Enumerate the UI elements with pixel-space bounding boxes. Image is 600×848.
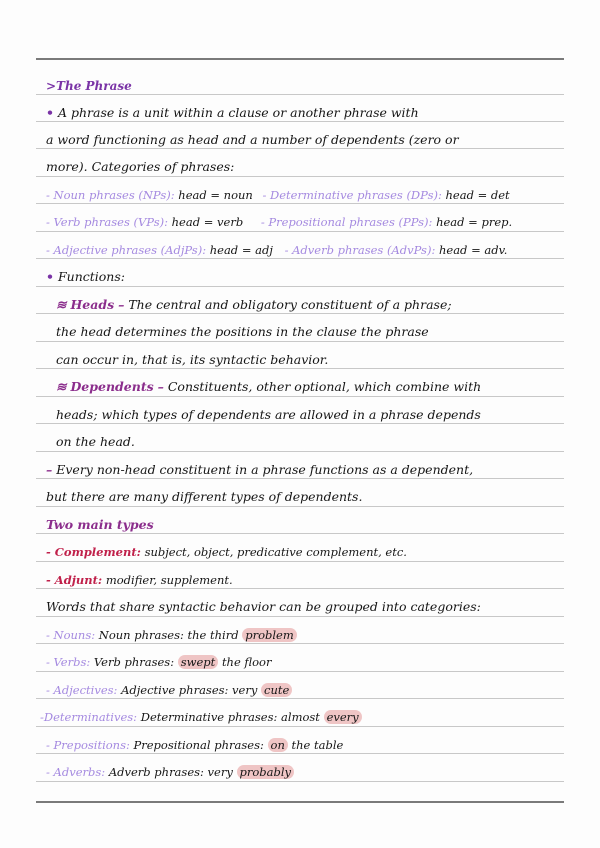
example-text: Noun phrases: the third [98, 628, 239, 642]
functions-heading-text: Functions: [57, 269, 125, 284]
intro-line-2: a word functioning as head and a number of dependents (zero or [46, 132, 459, 147]
example-text: Prepositional phrases: [133, 738, 264, 752]
note-line-1 [46, 462, 473, 478]
example-label: - Adverbs: [46, 765, 106, 779]
stripes-icon: ≋ [56, 297, 67, 312]
top-border-line [36, 58, 564, 60]
highlighted-word: swept [178, 655, 219, 669]
example-text: Determinative phrases: almost [140, 710, 320, 724]
ruled-line [36, 203, 564, 204]
complement-label: - Complement: [46, 545, 141, 559]
highlighted-word: every [324, 710, 362, 724]
heads-line-1 [56, 297, 452, 313]
ruled-line [36, 231, 564, 232]
highlighted-word: problem [242, 628, 297, 642]
category-desc: head = adj [209, 243, 273, 257]
example-label: - Nouns: [46, 628, 96, 642]
category-row-3 [46, 242, 507, 258]
adjunct-label: - Adjunt: [46, 573, 103, 587]
example-row [46, 764, 294, 780]
category-row-2 [46, 214, 512, 230]
types-heading: Two main types [46, 517, 154, 532]
category-desc: head = det [445, 188, 510, 202]
ruled-line [36, 753, 564, 754]
ruled-line [36, 588, 564, 589]
dependents-line-1 [56, 379, 481, 395]
highlighted-word: probably [237, 765, 295, 779]
ruled-line [36, 616, 564, 617]
ruled-line [36, 506, 564, 507]
highlighted-word: on [268, 738, 288, 752]
ruled-line [36, 561, 564, 562]
ruled-line [36, 313, 564, 314]
dash-icon: – [118, 297, 125, 312]
ruled-line [36, 368, 564, 369]
note-line-2: but there are many different types of dependents. [46, 489, 363, 504]
ruled-line [36, 258, 564, 259]
category-row-1 [46, 187, 510, 203]
functions-heading [46, 269, 125, 285]
ruled-line [36, 121, 564, 122]
ruled-line [36, 286, 564, 287]
heads-line-3: can occur in, that is, its syntactic behavior. [56, 352, 329, 367]
example-row [40, 709, 362, 725]
example-text: Adjective phrases: very [121, 683, 258, 697]
ruled-line [36, 94, 564, 95]
example-after: the table [291, 738, 344, 752]
complement-desc: subject, object, predicative complement, etc. [144, 545, 407, 559]
adjunct-desc: modifier, supplement. [105, 573, 233, 587]
complement-row [46, 544, 407, 560]
category-label: - Verb phrases (VPs): [46, 215, 168, 229]
ruled-line [36, 643, 564, 644]
ruled-line [36, 423, 564, 424]
highlighted-word: cute [261, 683, 292, 697]
dash-icon: – [157, 379, 164, 394]
ruled-line [36, 341, 564, 342]
category-desc: head = verb [171, 215, 244, 229]
category-desc: head = noun [178, 188, 253, 202]
ruled-line [36, 451, 564, 452]
category-label: - Noun phrases (NPs): [46, 188, 175, 202]
example-row [46, 654, 271, 670]
example-label: - Prepositions: [46, 738, 130, 752]
example-after: the floor [221, 655, 272, 669]
dependents-text-1: Constituents, other optional, which combine with [167, 379, 482, 394]
example-text: Verb phrases: [93, 655, 175, 669]
category-label: - Determinative phrases (DPs): [262, 188, 442, 202]
example-row [46, 737, 343, 753]
example-label: -Determinatives: [40, 710, 138, 724]
bullet-dot-icon: • [46, 269, 54, 284]
ruled-line [36, 726, 564, 727]
dependents-line-2: heads; which types of dependents are allowed in a phrase depends [56, 407, 481, 422]
ruled-line [36, 698, 564, 699]
ruled-line [36, 478, 564, 479]
dependents-label: Dependents [70, 379, 154, 394]
stripes-icon: ≋ [56, 379, 67, 394]
summary-line: Words that share syntactic behavior can be grouped into categories: [46, 599, 481, 614]
dash-icon: – [46, 462, 53, 477]
ruled-line [36, 781, 564, 782]
heads-line-2: the head determines the positions in the clause the phrase [56, 324, 429, 339]
intro-text-1: A phrase is a unit within a clause or another phrase with [57, 105, 419, 120]
category-label: - Adverb phrases (AdvPs): [284, 243, 436, 257]
category-label: - Prepositional phrases (PPs): [260, 215, 433, 229]
example-row [46, 627, 297, 643]
example-label: - Verbs: [46, 655, 91, 669]
note-text-1: Every non-head constituent in a phrase functions as a dependent, [56, 462, 474, 477]
ruled-line [36, 176, 564, 177]
dependents-line-3: on the head. [56, 434, 135, 449]
example-label: - Adjectives: [46, 683, 118, 697]
category-label: - Adjective phrases (AdjPs): [46, 243, 207, 257]
example-text: Adverb phrases: very [108, 765, 233, 779]
ruled-line [36, 148, 564, 149]
intro-line-1 [46, 105, 419, 121]
bottom-border-line [36, 801, 564, 803]
intro-line-3: more). Categories of phrases: [46, 159, 235, 174]
category-desc: head = adv. [438, 243, 508, 257]
ruled-line [36, 533, 564, 534]
ruled-line [36, 671, 564, 672]
category-desc: head = prep. [436, 215, 513, 229]
bullet-dot-icon: • [46, 105, 54, 120]
ruled-line [36, 396, 564, 397]
heads-text-1: The central and obligatory constituent of a phrase; [128, 297, 452, 312]
page-title: >The Phrase [46, 79, 132, 93]
heads-label: Heads [70, 297, 115, 312]
example-row [46, 682, 292, 698]
adjunct-row [46, 572, 233, 588]
